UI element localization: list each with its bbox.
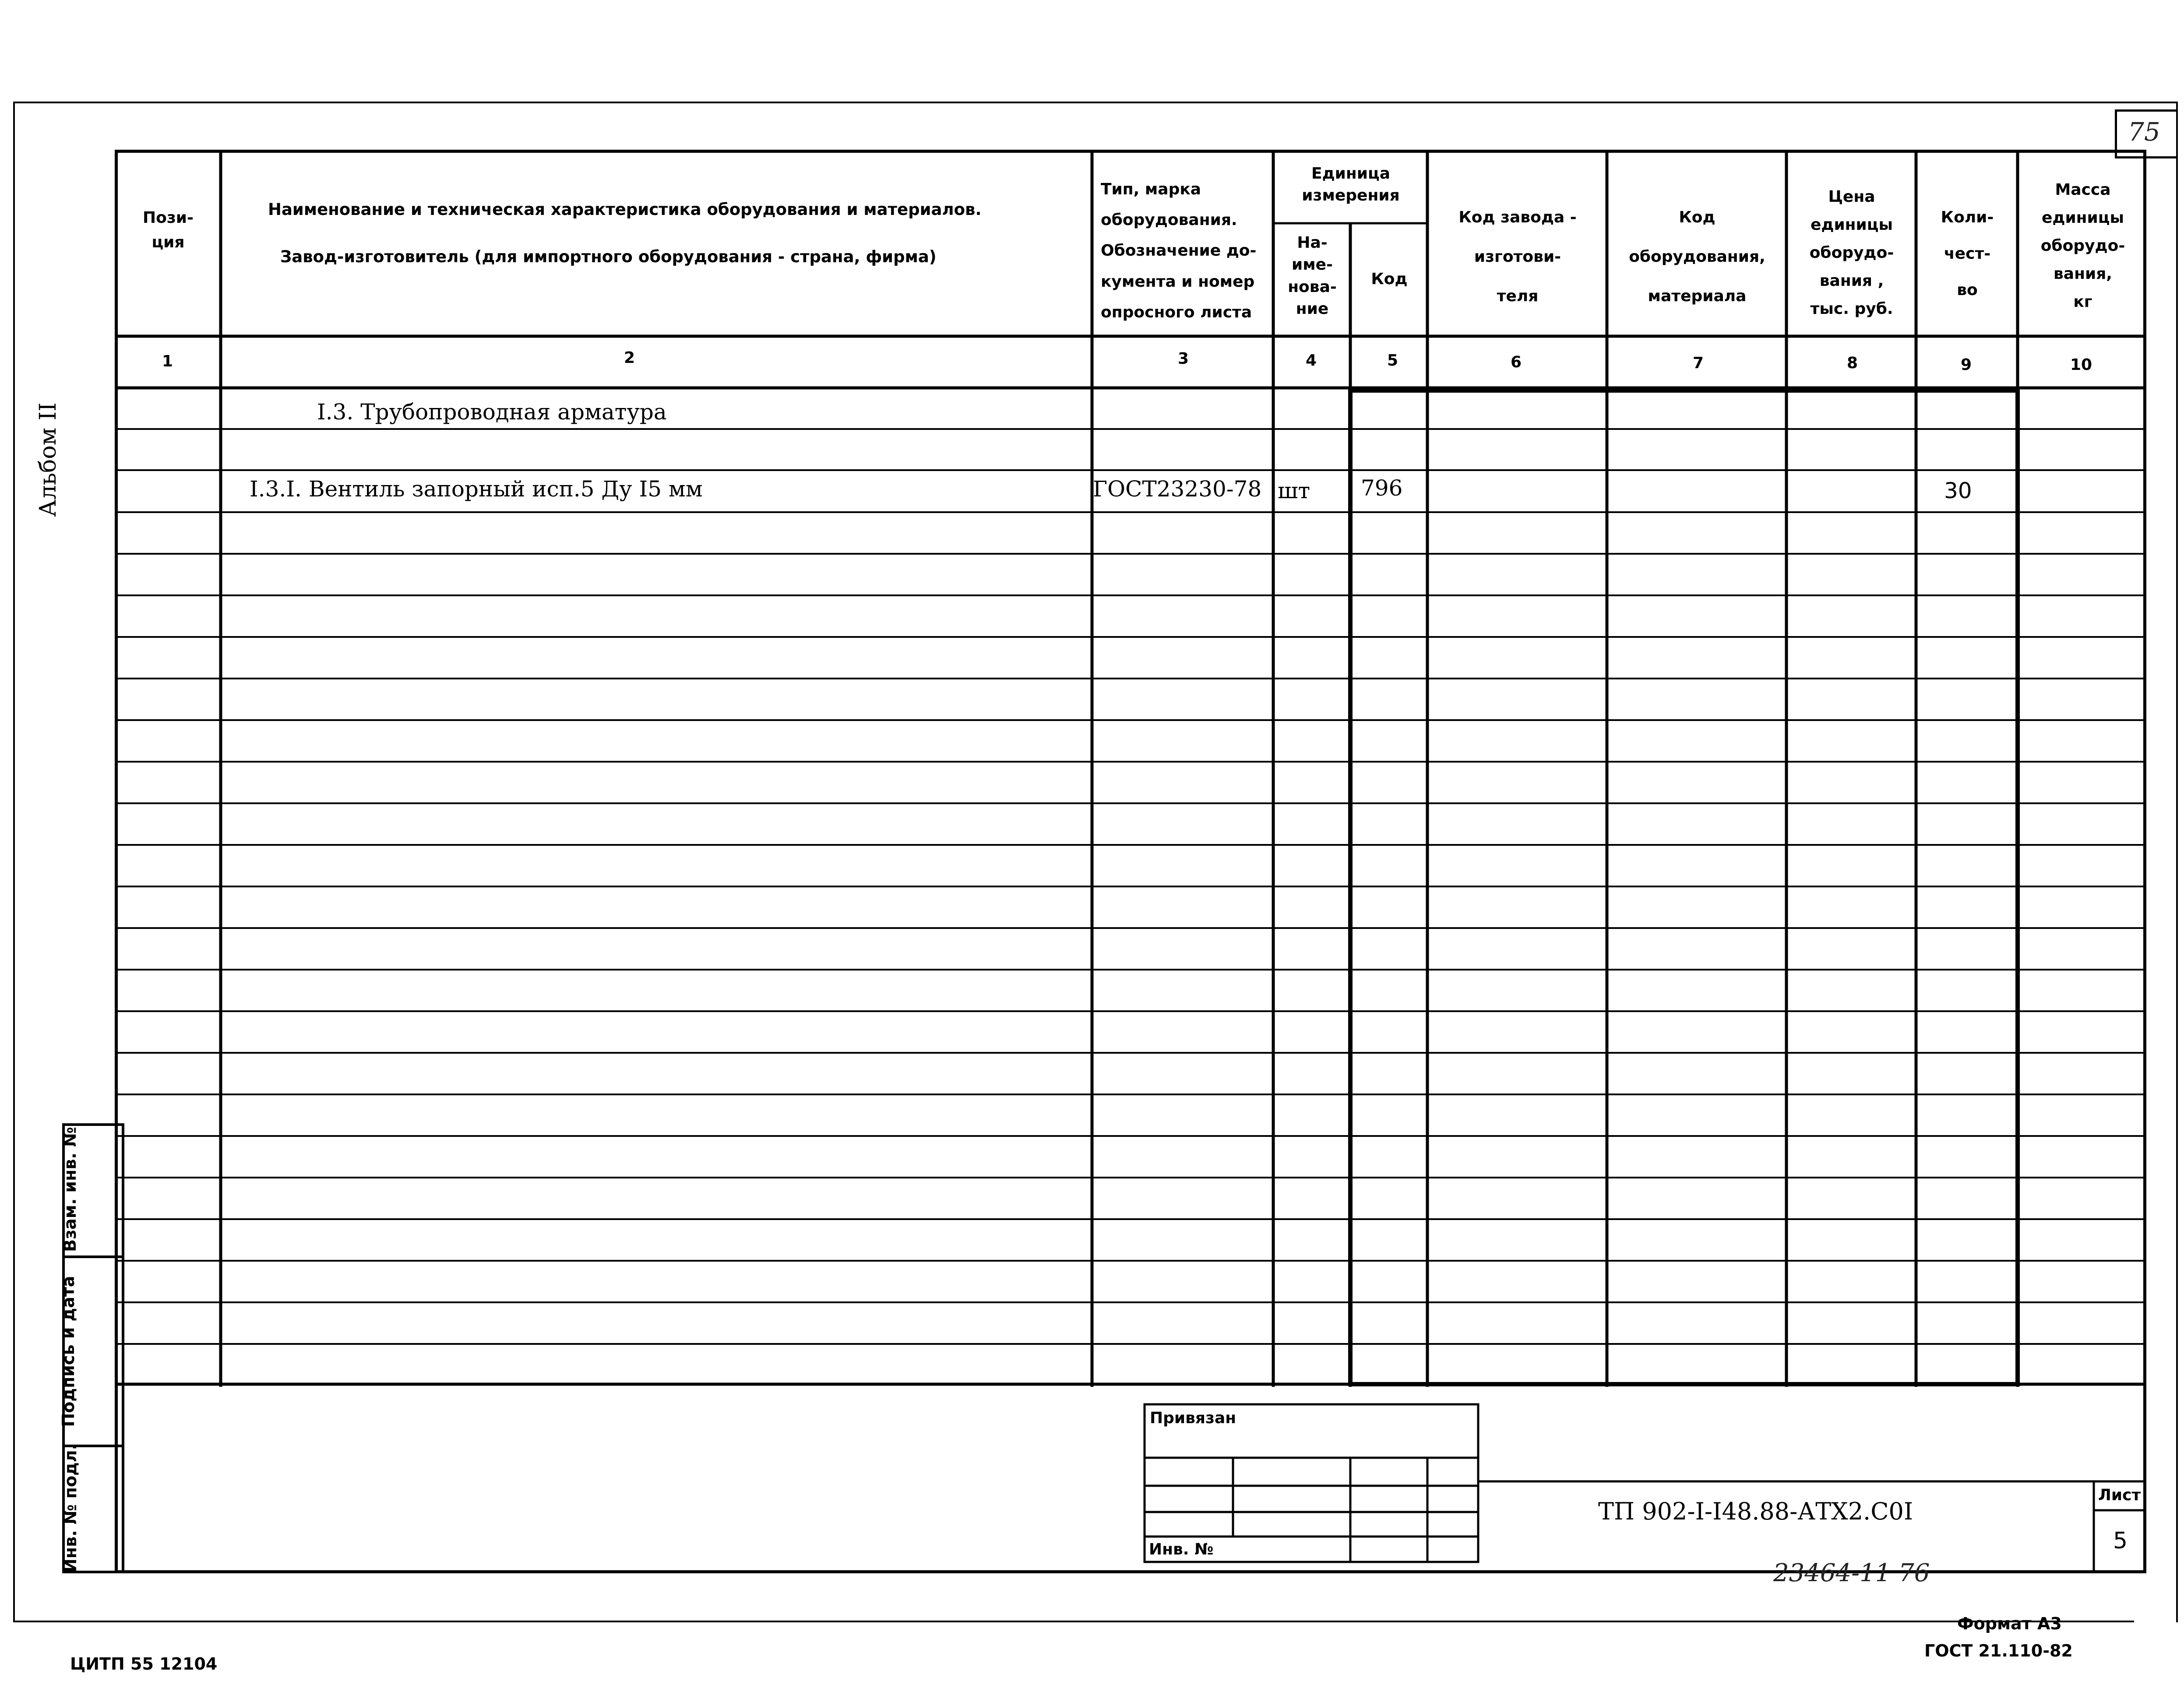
row-3-unit: шт [1278,478,1310,503]
header-col-factory-code: Код завода - изготови- теля [1458,208,1577,305]
header-col-position: Пози- ция [143,209,194,251]
col-number-6: 6 [1511,353,1522,371]
footer-code: ЦИТП 55 12104 [70,1654,218,1674]
header-col-name-line2: Завод-изготовитель (для импортного оборудования - страна, фирма) [280,247,937,266]
row-3-quantity: 30 [1944,478,1972,503]
col-number-8: 8 [1847,354,1858,372]
stamp-vzam-label: Взам. инв. № [60,1127,80,1252]
col-number-7: 7 [1693,354,1704,372]
col-number-4: 4 [1306,352,1317,369]
document-code: ТП 902-I-I48.88-АТХ2.С0I [1598,1498,1913,1525]
format-label: Формат А3 [1957,1614,2062,1633]
col-number-9: 9 [1961,356,1972,374]
header-col-unit-code: Код [1371,270,1408,288]
header-col-price: Цена единицы оборудо- вания , тыс. руб. [1809,188,1894,318]
row-3-unit-code: 796 [1361,475,1403,501]
col-number-2: 2 [624,349,635,367]
row-3-name: I.3.I. Вентиль запорный исп.5 Ду I5 мм [250,476,703,502]
header-col-equipment-code: Код оборудования, материала [1629,208,1765,305]
header-col-units-group: Единица измерения [1302,165,1400,205]
sheet-label: Лист [2098,1486,2141,1504]
gost-label: ГОСТ 21.110-82 [1924,1641,2073,1660]
stamp-podpis-label: Подпись и дата [59,1276,78,1427]
row-3-doc: ГОСТ23230-78 [1093,476,1262,502]
handwritten-note: 23464-11 76 [1773,1559,1930,1587]
header-col-name-line1: Наименование и техническая характеристика оборудования и материалов. [268,200,982,219]
header-col-type: Тип, марка оборудования. Обозначение до- кумента и номер опросного листа [1101,180,1257,321]
col-number-10: 10 [2070,356,2092,374]
album-label: Альбом II [35,402,61,517]
header-col-mass: Масса единицы оборудо- вания, кг [2040,181,2125,311]
header-col-unit-name: На- име- нова- ние [1288,234,1337,318]
row-1-name: I.3. Трубопроводная арматура [317,399,667,425]
col-number-3: 3 [1178,350,1189,368]
col-number-5: 5 [1387,352,1398,369]
header-col-quantity: Коли- чест- во [1941,208,1994,299]
sheet-tag: 75 [2128,117,2160,147]
privyazan-label: Привязан [1150,1409,1236,1427]
inv-no-label: Инв. № [1149,1540,1214,1558]
stamp-inv-podl-label: Инв. № подл. [61,1443,80,1573]
sheet-number: 5 [2113,1528,2128,1554]
col-number-1: 1 [162,352,173,370]
